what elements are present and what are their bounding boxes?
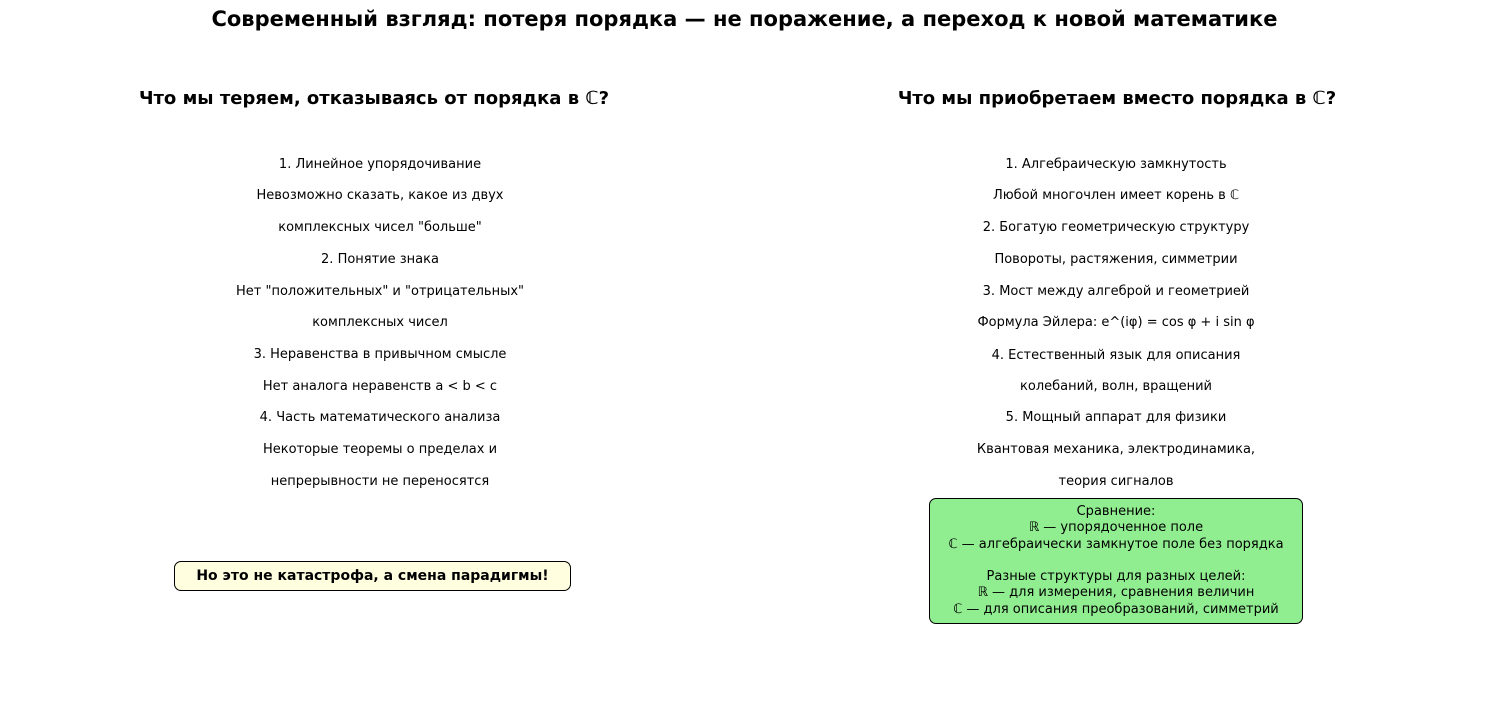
comparison-line: ℂ — алгебраически замкнутое поле без порядка [948,536,1284,552]
list-item-detail: Невозможно сказать, какое из двух [256,188,504,203]
list-item-detail: Любой многочлен имеет корень в ℂ [992,188,1240,203]
list-item-detail: Квантовая механика, электродинамика, [976,442,1256,457]
right-panel-title: Что мы приобретаем вместо порядка в ℂ? [897,88,1337,109]
paradigm-callout: Но это не катастрофа, а смена парадигмы! [174,561,571,591]
comparison-heading: Сравнение: [1076,504,1156,519]
list-item-heading: 2. Понятие знака [321,252,439,267]
list-item-detail: Повороты, растяжения, симметрии [994,252,1238,267]
list-item-detail: Некоторые теоремы о пределах и [262,442,498,457]
list-item-detail: комплексных чисел "больше" [278,220,482,235]
list-item-detail: Нет аналога неравенств a < b < c [262,379,498,394]
list-item-detail: Формула Эйлера: e^(iφ) = cos φ + i sin φ [977,315,1255,330]
list-item-detail: комплексных чисел [312,315,448,330]
list-item-detail: непрерывности не переносятся [270,474,490,489]
left-panel-title: Что мы теряем, отказываясь от порядка в ℂ? [138,88,610,109]
list-item-heading: 5. Мощный аппарат для физики [1005,410,1227,425]
comparison-line: ℝ — для измерения, сравнения величин [977,585,1255,601]
list-item-heading: 4. Часть математического анализа [259,410,501,425]
list-item-heading: 4. Естественный язык для описания [991,348,1241,363]
list-item-detail: теория сигналов [1058,474,1174,489]
list-item-heading: 2. Богатую геометрическую структуру [982,220,1250,235]
list-item-heading: 1. Алгебраическую замкнутость [1005,157,1227,172]
list-item-heading: 1. Линейное упорядочивание [278,157,482,172]
list-item-detail: Нет "положительных" и "отрицательных" [235,284,525,299]
figure-title: Современный взгляд: потеря порядка — не поражение, а переход к новой математике [211,7,1278,31]
comparison-line: ℝ — упорядоченное поле [1028,520,1204,536]
comparison-heading: Разные структуры для разных целей: [986,569,1246,585]
list-item-heading: 3. Неравенства в привычном смысле [253,347,507,362]
comparison-spacer [930,553,1302,569]
comparison-line: ℂ — для описания преобразований, симметрий [953,601,1279,617]
list-item-detail: колебаний, волн, вращений [1020,379,1212,394]
list-item-heading: 3. Мост между алгеброй и геометрией [982,284,1250,299]
comparison-callout [929,498,1303,624]
